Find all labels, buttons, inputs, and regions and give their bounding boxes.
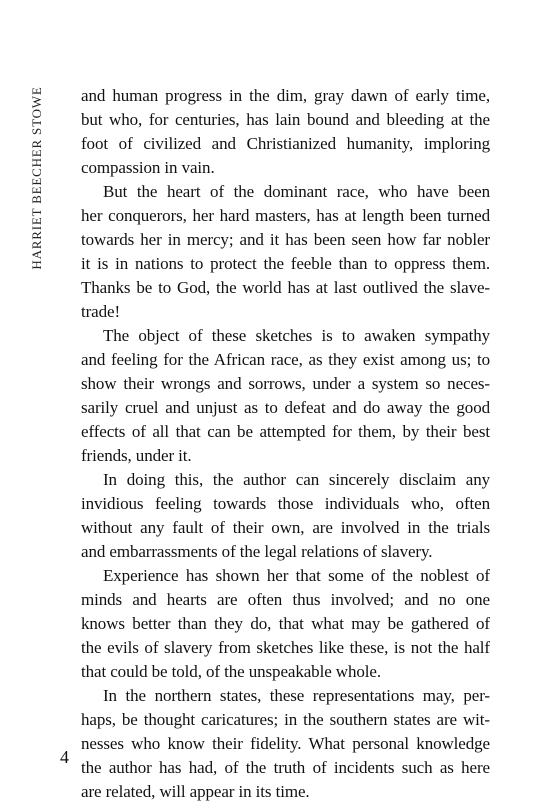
text-line: towards her in mercy; and it has been seen how far nobler — [81, 230, 490, 249]
text-line: the author has had, of the truth of incidents such as here — [81, 758, 490, 777]
text-line: The object of these sketches is to awaken sympathy — [103, 326, 490, 345]
text-line: show their wrongs and sorrows, under a system so neces- — [81, 374, 490, 393]
page-number: 4 — [60, 747, 69, 767]
text-line: minds and hearts are often thus involved; and no one — [81, 590, 490, 609]
text-line: the evils of slavery from sketches like these, is not the half — [81, 638, 490, 657]
text-line: and human progress in the dim, gray dawn of early time, — [81, 86, 490, 105]
paragraph — [81, 84, 490, 180]
paragraph — [81, 324, 490, 468]
text-line: it is in nations to protect the feeble than to oppress them. — [81, 254, 490, 273]
body-text — [81, 84, 490, 804]
text-line: effects of all that can be attempted for them, by their best — [81, 422, 490, 441]
text-line: haps, be thought caricatures; in the southern states are wit- — [81, 710, 490, 729]
text-line: are related, will appear in its time. — [81, 782, 310, 801]
text-line: But the heart of the dominant race, who have been — [103, 182, 490, 201]
text-line: knows better than they do, that what may be gathered of — [81, 614, 490, 633]
text-line: and embarrassments of the legal relations of slavery. — [81, 542, 433, 561]
text-line: foot of civilized and Christianized humanity, imploring — [81, 134, 490, 153]
paragraph — [81, 468, 490, 564]
running-head-text: HARRIET BEECHER STOWE — [29, 86, 44, 270]
paragraph — [81, 180, 490, 324]
text-line: In the northern states, these representations may, per- — [103, 686, 490, 705]
paragraph — [81, 684, 490, 804]
text-line: In doing this, the author can sincerely disclaim any — [103, 470, 490, 489]
text-line: invidious feeling towards those individuals who, often — [81, 494, 490, 513]
text-line: without any fault of their own, are involved in the trials — [81, 518, 490, 537]
text-line: Experience has shown her that some of the noblest of — [103, 566, 490, 585]
text-line: Thanks be to God, the world has at last outlived the slave- — [81, 278, 490, 297]
text-line: trade! — [81, 302, 121, 321]
text-line: that could be told, of the unspeakable whole. — [81, 662, 381, 681]
text-line: her conquerors, her hard masters, has at length been turned — [81, 206, 490, 225]
text-line: but who, for centuries, has lain bound and bleeding at the — [81, 110, 490, 129]
text-line: friends, under it. — [81, 446, 192, 465]
paragraph — [81, 564, 490, 684]
text-line: sarily cruel and unjust as to defeat and do away the good — [81, 398, 490, 417]
text-line: and feeling for the African race, as they exist among us; to — [81, 350, 490, 369]
text-line: nesses who know their fidelity. What personal knowledge — [81, 734, 490, 753]
text-line: compassion in vain. — [81, 158, 215, 177]
